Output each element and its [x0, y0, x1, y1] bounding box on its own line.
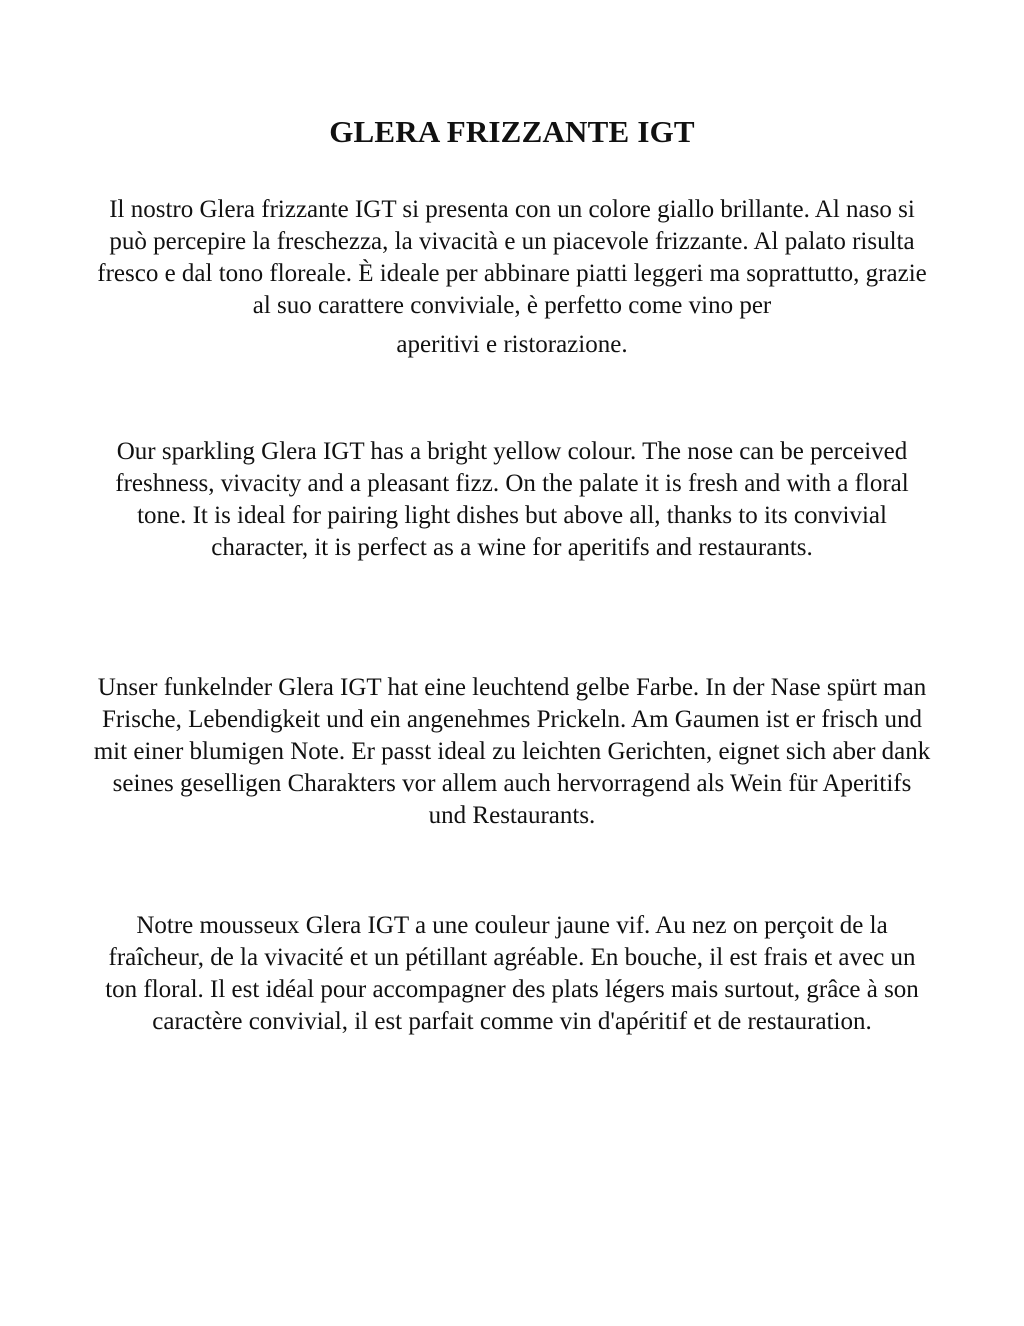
- paragraph-italian-body: Il nostro Glera frizzante IGT si presenta con un colore giallo brillante. Al naso si può percepire la freschezza, la vivacità e un piacevole frizzante. Al palato risulta fresco e dal tono floreale. È ideale per abbinare piatti leggeri ma soprattutto, grazie al suo carattere conviviale, è perfetto come vino per: [97, 196, 927, 319]
- paragraph-french: Notre mousseux Glera IGT a une couleur jaune vif. Au nez on perçoit de la fraîcheur, de la vivacité et un pétillant agréable. En bouche, il est frais et avec un ton floral. Il est idéal pour accompagner des plats légers mais surtout, grâce à son caractère convivial, il est parfait comme vin d'apéritif et de restauration.: [105, 912, 919, 1035]
- page-title: GLERA FRIZZANTE IGT: [329, 114, 695, 149]
- paragraph-german: Unser funkelnder Glera IGT hat eine leuchtend gelbe Farbe. In der Nase spürt man Frische, Lebendigkeit und ein angenehmes Prickeln. Am Gaumen ist er frisch und mit einer blumigen Note. Er passt ideal zu leichten Gerichten, eignet sich aber dank seines geselligen Charakters vor allem auch hervorragend als Wein für Aperitifs und Restaurants.: [93, 674, 931, 829]
- paragraph-italian: [92, 194, 932, 361]
- paragraph-italian-last-line: aperitivi e ristorazione.: [396, 331, 628, 358]
- paragraph-english: Our sparkling Glera IGT has a bright yellow colour. The nose can be perceived freshness, vivacity and a pleasant fizz. On the palate it is fresh and with a floral tone. It is ideal for pairing light dishes but above all, thanks to its convivial character, it is perfect as a wine for aperitifs and restaurants.: [115, 438, 909, 561]
